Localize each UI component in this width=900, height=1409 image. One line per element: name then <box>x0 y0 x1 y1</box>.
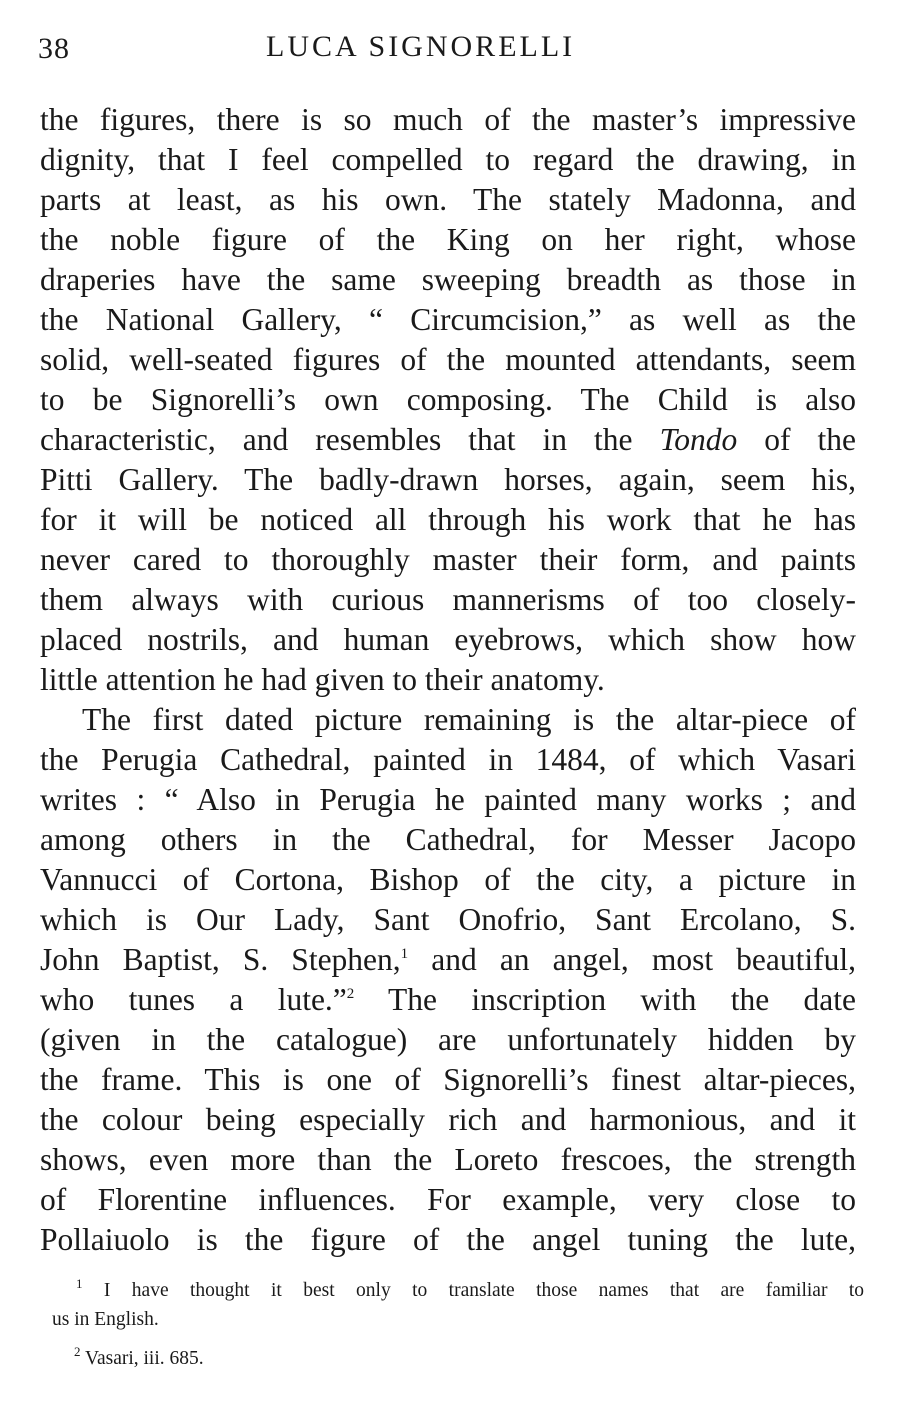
footnote-2 <box>52 1344 864 1373</box>
text-line: for it will be noticed all through his work that he has <box>40 502 856 537</box>
text-line: never cared to thoroughly master their form, and paints <box>40 542 856 577</box>
footnote-1-continued: us in English. <box>52 1309 159 1330</box>
text-line: Pitti Gallery. The badly-drawn horses, again, seem his, <box>40 462 856 497</box>
text-line: the frame. This is one of Signorelli’s finest altar-pieces, <box>40 1062 856 1097</box>
text-line <box>40 940 856 980</box>
text-line: the noble figure of the King on her right, whose <box>40 222 856 257</box>
text-line: the National Gallery, “ Circumcision,” as well as the <box>40 302 856 337</box>
footnote-ref: 2 <box>346 986 355 1002</box>
text-line: Vannucci of Cortona, Bishop of the city, a picture in <box>40 862 856 897</box>
text-line: parts at least, as his own. The stately Madonna, and <box>40 182 856 217</box>
footnote-text: I have thought it best only to translate those names that are familiar to <box>103 1280 864 1301</box>
text-line: shows, even more than the Loreto frescoes, the strength <box>40 1142 856 1177</box>
text-line: of Florentine influences. For example, very close to <box>40 1182 856 1217</box>
text-segment: John Baptist, S. Stephen, <box>40 942 401 977</box>
italic-title: Tondo <box>659 422 738 457</box>
footnote-text: Vasari, iii. 685. <box>85 1348 204 1369</box>
text-segment: characteristic, and resembles that in the <box>40 422 633 457</box>
footnote-ref: 1 <box>400 946 409 962</box>
text-line: among others in the Cathedral, for Messer Jacopo <box>40 822 856 857</box>
text-line: which is Our Lady, Sant Onofrio, Sant Ercolano, S. <box>40 902 856 937</box>
footnotes <box>52 1276 864 1373</box>
text-line: them always with curious mannerisms of too closely- <box>40 582 856 617</box>
text-line: dignity, that I feel compelled to regard the drawing, in <box>40 142 856 177</box>
page-number: 38 <box>38 32 70 65</box>
text-line: placed nostrils, and human eyebrows, which show how <box>40 622 856 657</box>
footnote-marker: 2 <box>74 1344 81 1359</box>
text-line: solid, well-seated figures of the mounted attendants, seem <box>40 342 856 377</box>
text-line: The first dated picture remaining is the altar-piece of <box>82 702 856 737</box>
text-line <box>40 980 856 1020</box>
footnote-marker: 1 <box>76 1276 83 1291</box>
text-line: the figures, there is so much of the master’s impressive <box>40 102 856 137</box>
text-segment: of the <box>764 422 856 457</box>
running-head: LUCA SIGNORELLI <box>266 30 576 63</box>
text-line: writes : “ Also in Perugia he painted many works ; and <box>40 782 856 817</box>
text-line: the colour being especially rich and harmonious, and it <box>40 1102 856 1137</box>
text-segment: who tunes a lute.” <box>40 982 347 1017</box>
text-line: little attention he had given to their anatomy. <box>40 662 605 697</box>
text-segment: The inscription with the date <box>388 982 856 1017</box>
page-header <box>38 30 858 74</box>
text-line: Pollaiuolo is the figure of the angel tuning the lute, <box>40 1222 856 1257</box>
text-line: to be Signorelli’s own composing. The Child is also <box>40 382 856 417</box>
text-line <box>40 420 856 460</box>
body-text <box>40 100 856 1260</box>
footnote-1 <box>52 1276 864 1305</box>
text-line: the Perugia Cathedral, painted in 1484, of which Vasari <box>40 742 856 777</box>
text-line: (given in the catalogue) are unfortunately hidden by <box>40 1022 856 1057</box>
text-line: draperies have the same sweeping breadth as those in <box>40 262 856 297</box>
text-segment: and an angel, most beautiful, <box>431 942 856 977</box>
